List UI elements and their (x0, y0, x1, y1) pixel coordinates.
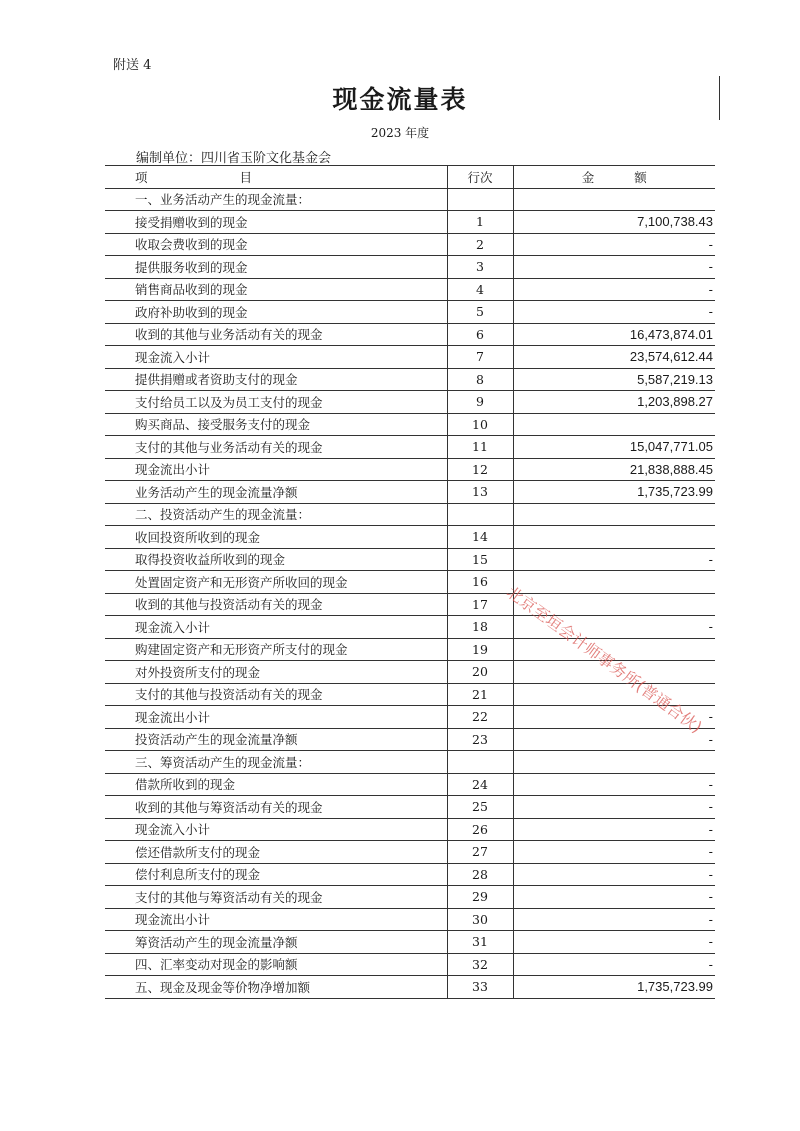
header-amount-part: 额 (634, 169, 647, 185)
row-amount (513, 526, 715, 549)
table-row (105, 863, 715, 886)
header-amount (513, 166, 715, 189)
row-item: 提供服务收到的现金 (105, 256, 447, 279)
row-amount: - (513, 773, 715, 796)
row-item: 收回投资所收到的现金 (105, 526, 447, 549)
auditor-stamp: 北京至垣会计师事务所(普通合伙) (503, 582, 706, 737)
row-line: 2 (447, 233, 513, 256)
row-amount: - (513, 256, 715, 279)
row-item: 接受捐赠收到的现金 (105, 211, 447, 234)
table-row (105, 593, 715, 616)
row-line: 31 (447, 931, 513, 954)
cash-flow-table (105, 165, 715, 999)
table-row (105, 503, 715, 526)
row-item: 对外投资所支付的现金 (105, 661, 447, 684)
row-line: 11 (447, 436, 513, 459)
row-amount (513, 188, 715, 211)
table-row (105, 458, 715, 481)
table-row (105, 188, 715, 211)
table-row (105, 751, 715, 774)
row-item: 现金流出小计 (105, 908, 447, 931)
row-item: 支付的其他与筹资活动有关的现金 (105, 886, 447, 909)
row-item: 购买商品、接受服务支付的现金 (105, 413, 447, 436)
row-amount: - (513, 728, 715, 751)
table-row (105, 953, 715, 976)
row-item: 现金流入小计 (105, 346, 447, 369)
table-row (105, 706, 715, 729)
row-line: 30 (447, 908, 513, 931)
row-amount: - (513, 818, 715, 841)
row-line: 29 (447, 886, 513, 909)
row-amount: - (513, 841, 715, 864)
row-item: 销售商品收到的现金 (105, 278, 447, 301)
row-line: 5 (447, 301, 513, 324)
row-line: 1 (447, 211, 513, 234)
row-line: 32 (447, 953, 513, 976)
row-item: 三、筹资活动产生的现金流量： (105, 751, 447, 774)
row-line (447, 503, 513, 526)
table-row (105, 728, 715, 751)
row-line: 17 (447, 593, 513, 616)
table-row (105, 571, 715, 594)
row-line (447, 751, 513, 774)
row-line: 8 (447, 368, 513, 391)
table-row (105, 548, 715, 571)
row-line: 15 (447, 548, 513, 571)
header-item-part: 目 (239, 169, 253, 185)
row-item: 二、投资活动产生的现金流量： (105, 503, 447, 526)
row-amount (513, 751, 715, 774)
row-item: 收取会费收到的现金 (105, 233, 447, 256)
row-item: 收到的其他与投资活动有关的现金 (105, 593, 447, 616)
row-amount: 23,574,612.44 (513, 346, 715, 369)
row-line: 9 (447, 391, 513, 414)
row-item: 收到的其他与筹资活动有关的现金 (105, 796, 447, 819)
row-item: 支付给员工以及为员工支付的现金 (105, 391, 447, 414)
row-line: 25 (447, 796, 513, 819)
table-row (105, 841, 715, 864)
table-row (105, 278, 715, 301)
row-item: 现金流出小计 (105, 458, 447, 481)
row-line: 13 (447, 481, 513, 504)
row-item: 提供捐赠或者资助支付的现金 (105, 368, 447, 391)
attachment-label: 附送 4 (113, 58, 152, 73)
table-row (105, 233, 715, 256)
row-item: 现金流出小计 (105, 706, 447, 729)
table-row (105, 886, 715, 909)
row-item: 借款所收到的现金 (105, 773, 447, 796)
row-item: 四、汇率变动对现金的影响额 (105, 953, 447, 976)
row-item: 偿付利息所支付的现金 (105, 863, 447, 886)
row-item: 现金流入小计 (105, 616, 447, 639)
row-amount: - (513, 886, 715, 909)
row-line: 26 (447, 818, 513, 841)
row-amount: - (513, 931, 715, 954)
row-item: 支付的其他与投资活动有关的现金 (105, 683, 447, 706)
row-line: 10 (447, 413, 513, 436)
row-line: 24 (447, 773, 513, 796)
row-line: 7 (447, 346, 513, 369)
table-row (105, 481, 715, 504)
row-item: 处置固定资产和无形资产所收回的现金 (105, 571, 447, 594)
table-row (105, 931, 715, 954)
table-row (105, 346, 715, 369)
table-row (105, 436, 715, 459)
table-row (105, 976, 715, 999)
row-item: 筹资活动产生的现金流量净额 (105, 931, 447, 954)
row-amount: - (513, 278, 715, 301)
table-row (105, 368, 715, 391)
row-line: 18 (447, 616, 513, 639)
row-amount: 16,473,874.01 (513, 323, 715, 346)
row-amount: - (513, 863, 715, 886)
row-line: 23 (447, 728, 513, 751)
table-row (105, 616, 715, 639)
row-amount: - (513, 953, 715, 976)
row-amount: - (513, 233, 715, 256)
row-amount: - (513, 616, 715, 639)
table-row (105, 211, 715, 234)
row-amount: - (513, 796, 715, 819)
row-amount: 1,735,723.99 (513, 976, 715, 999)
row-amount (513, 503, 715, 526)
header-item (105, 166, 447, 189)
row-item: 五、现金及现金等价物净增加额 (105, 976, 447, 999)
row-line: 27 (447, 841, 513, 864)
row-item: 业务活动产生的现金流量净额 (105, 481, 447, 504)
table-row (105, 796, 715, 819)
row-line: 6 (447, 323, 513, 346)
row-item: 投资活动产生的现金流量净额 (105, 728, 447, 751)
row-line: 3 (447, 256, 513, 279)
table-row (105, 301, 715, 324)
table-row (105, 391, 715, 414)
table-row (105, 256, 715, 279)
row-line: 33 (447, 976, 513, 999)
row-line: 20 (447, 661, 513, 684)
row-line (447, 188, 513, 211)
table-row (105, 413, 715, 436)
row-line: 12 (447, 458, 513, 481)
row-amount: 1,735,723.99 (513, 481, 715, 504)
table-row (105, 908, 715, 931)
header-amount-part: 金 (581, 169, 595, 185)
preparing-unit: 编制单位：四川省玉阶文化基金会 (136, 151, 332, 166)
header-item-part: 项 (135, 169, 148, 185)
row-amount: - (513, 548, 715, 571)
page-title: 现金流量表 (332, 85, 468, 114)
row-amount: - (513, 301, 715, 324)
row-amount (513, 413, 715, 436)
row-line: 14 (447, 526, 513, 549)
table-row (105, 773, 715, 796)
row-line: 22 (447, 706, 513, 729)
row-amount: - (513, 908, 715, 931)
row-amount: 1,203,898.27 (513, 391, 715, 414)
row-amount: 21,838,888.45 (513, 458, 715, 481)
row-amount: 7,100,738.43 (513, 211, 715, 234)
row-line: 21 (447, 683, 513, 706)
row-amount (513, 571, 715, 594)
table-row (105, 818, 715, 841)
row-amount: 5,587,219.13 (513, 368, 715, 391)
row-item: 收到的其他与业务活动有关的现金 (105, 323, 447, 346)
row-item: 购建固定资产和无形资产所支付的现金 (105, 638, 447, 661)
row-item: 现金流入小计 (105, 818, 447, 841)
row-line: 28 (447, 863, 513, 886)
row-amount: - (513, 706, 715, 729)
table-header-row (105, 166, 715, 189)
row-item: 政府补助收到的现金 (105, 301, 447, 324)
table-row (105, 323, 715, 346)
row-item: 偿还借款所支付的现金 (105, 841, 447, 864)
table-row (105, 526, 715, 549)
row-item: 一、业务活动产生的现金流量： (105, 188, 447, 211)
row-line: 19 (447, 638, 513, 661)
report-year: 2023 年度 (370, 126, 430, 140)
header-line: 行次 (447, 166, 513, 189)
row-item: 支付的其他与业务活动有关的现金 (105, 436, 447, 459)
row-line: 16 (447, 571, 513, 594)
row-line: 4 (447, 278, 513, 301)
row-amount: 15,047,771.05 (513, 436, 715, 459)
row-item: 取得投资收益所收到的现金 (105, 548, 447, 571)
